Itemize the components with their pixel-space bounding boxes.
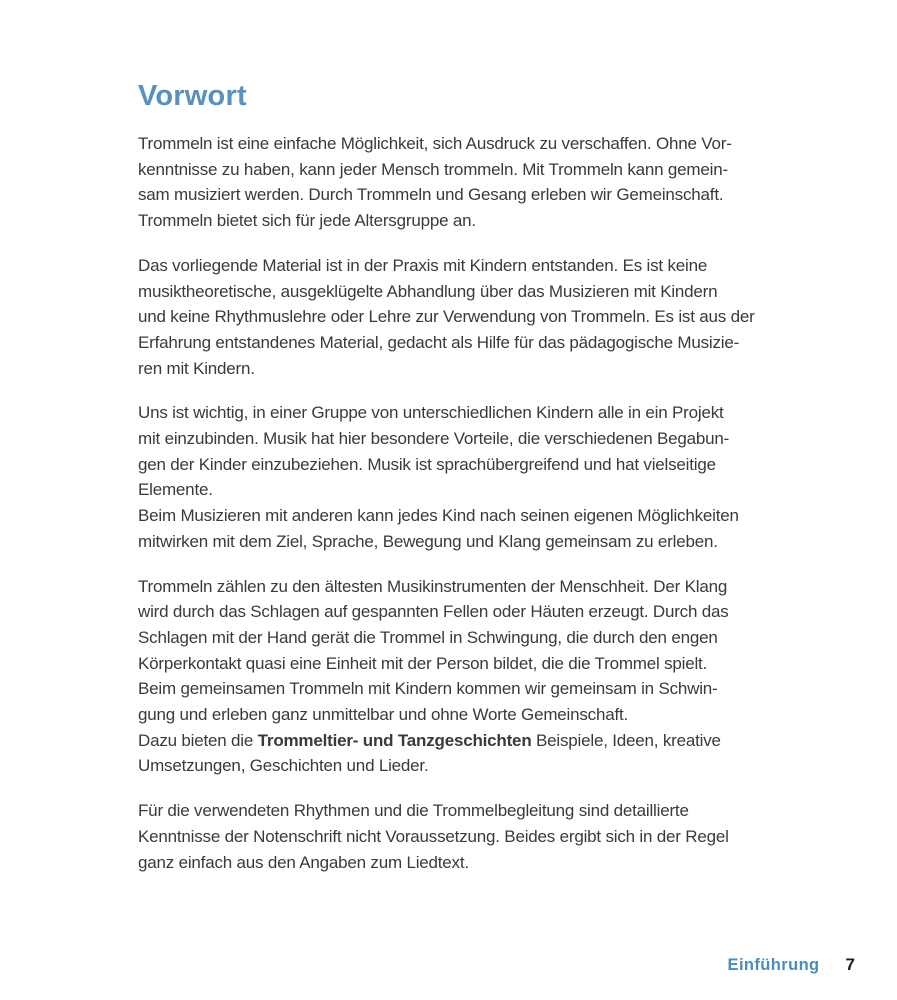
footer-section-label: Einführung: [727, 956, 820, 974]
paragraph: [138, 798, 818, 875]
text-run: Körperkontakt quasi eine Einheit mit der Person bildet, die die Trommel spielt.: [138, 653, 708, 673]
body-text: [138, 131, 818, 894]
text-run: Kenntnisse der Notenschrift nicht Voraussetzung. Beides ergibt sich in der Regel: [138, 826, 729, 846]
text-run: Elemente.: [138, 480, 213, 500]
text-run: gen der Kinder einzubeziehen. Musik ist sprachübergreifend und hat vielseitige: [138, 454, 716, 474]
text-run: Umsetzungen, Geschichten und Lieder.: [138, 756, 429, 776]
paragraph: [138, 131, 818, 234]
footer-page-number: 7: [845, 955, 855, 974]
page-footer: [728, 955, 855, 975]
text-run: Uns ist wichtig, in einer Gruppe von unterschiedlichen Kindern alle in ein Projekt: [138, 403, 724, 423]
text-run: Trommeln zählen zu den ältesten Musikinstrumenten der Menschheit. Der Klang: [138, 576, 728, 596]
text-run: mit einzubinden. Musik hat hier besondere Vorteile, die verschiedenen Begabun-: [138, 429, 730, 449]
text-run: Für die verwendeten Rhythmen und die Trommelbegleitung sind detaillierte: [138, 801, 689, 821]
text-run: Schlagen mit der Hand gerät die Trommel in Schwingung, die durch den engen: [138, 627, 718, 647]
text-run: Beim gemeinsamen Trommeln mit Kindern kommen wir gemeinsam in Schwin-: [138, 679, 718, 699]
text-run: Trommeln ist eine einfache Möglichkeit, sich Ausdruck zu verschaffen. Ohne Vor-: [138, 134, 732, 153]
text-run: gung und erleben ganz unmittelbar und ohne Worte Gemeinschaft.: [138, 705, 629, 725]
text-run: Trommeln bietet sich für jede Altersgruppe an.: [138, 211, 476, 231]
text-run: Beim Musizieren mit anderen kann jedes Kind nach seinen eigenen Möglichkeiten: [138, 506, 739, 526]
text-run: ren mit Kindern.: [138, 358, 255, 378]
text-run: Erfahrung entstandenes Material, gedacht als Hilfe für das pädagogische Musizie-: [138, 332, 740, 352]
bold-text-run: Trommeltier- und Tanzgeschichten: [257, 730, 532, 750]
text-run: Beispiele, Ideen, kreative: [531, 730, 721, 750]
page-title: Vorwort: [138, 80, 247, 112]
text-run: kenntnisse zu haben, kann jeder Mensch trommeln. Mit Trommeln kann gemein-: [138, 159, 728, 179]
text-run: Dazu bieten die: [138, 730, 258, 750]
paragraph: [138, 400, 818, 554]
text-run: sam musiziert werden. Durch Trommeln und Gesang erleben wir Gemeinschaft.: [138, 185, 724, 205]
text-run: wird durch das Schlagen auf gespannten Fellen oder Häuten erzeugt. Durch das: [138, 602, 729, 622]
text-run: musiktheoretische, ausgeklügelte Abhandlung über das Musizieren mit Kindern: [138, 281, 718, 301]
text-run: Das vorliegende Material ist in der Praxis mit Kindern entstanden. Es ist keine: [138, 255, 708, 275]
text-run: mitwirken mit dem Ziel, Sprache, Bewegung und Klang gemeinsam zu erleben.: [138, 531, 718, 551]
paragraph: [138, 574, 818, 780]
text-run: und keine Rhythmuslehre oder Lehre zur Verwendung von Trommeln. Es ist aus der: [138, 307, 755, 327]
text-run: ganz einfach aus den Angaben zum Liedtext.: [138, 852, 469, 872]
paragraph: [138, 253, 818, 382]
